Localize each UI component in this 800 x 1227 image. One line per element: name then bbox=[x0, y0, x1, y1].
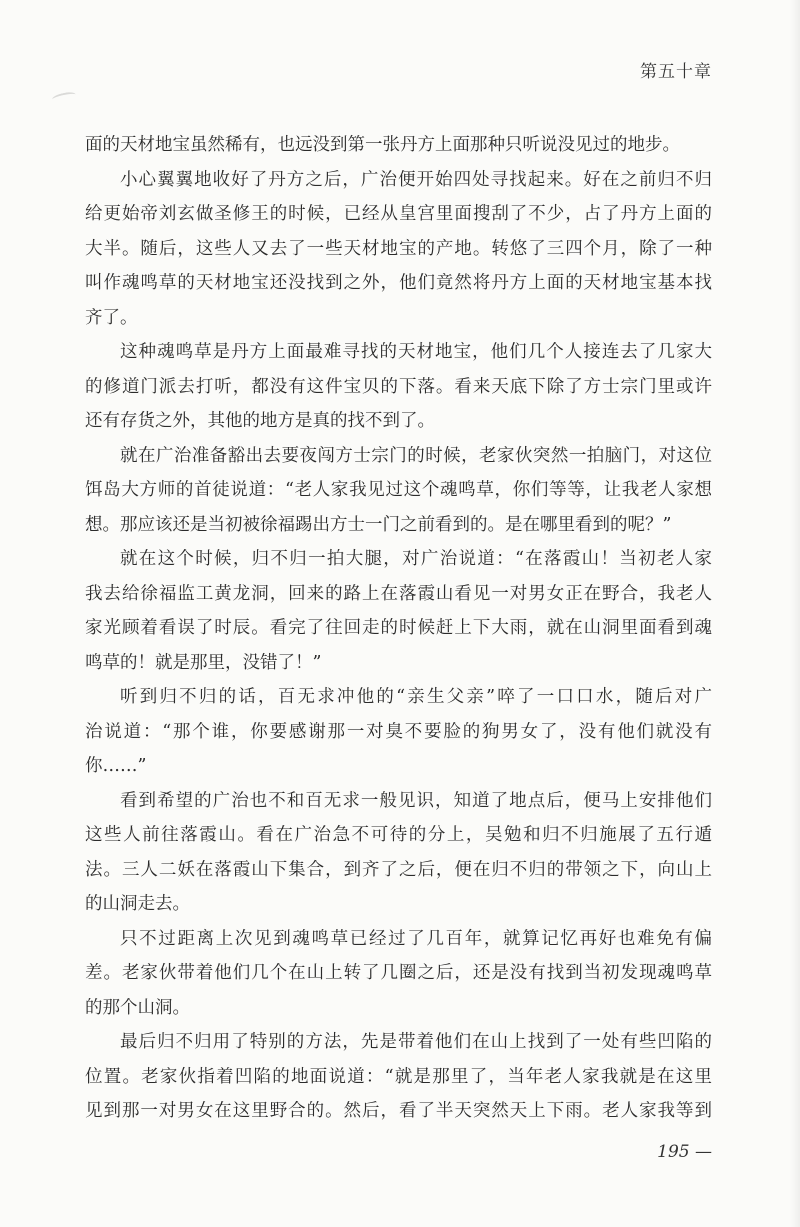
text-line: 这种魂鸣草是丹方上面最难寻找的天材地宝，他们几个人接连去了几家大 bbox=[120, 342, 712, 362]
body-text bbox=[85, 128, 712, 1129]
text-line: 的山洞走去。 bbox=[85, 894, 190, 914]
text-line: 这些人前往落霞山。看在广治急不可待的分上，吴勉和归不归施展了五行遁 bbox=[85, 825, 712, 845]
text-line: 看到希望的广治也不和百无求一般见识，知道了地点后，便马上安排他们 bbox=[120, 790, 712, 811]
text-line: 位置。老家伙指着凹陷的地面说道：“就是那里了，当年老人家我就是在这里 bbox=[85, 1066, 712, 1087]
paragraph bbox=[85, 439, 712, 543]
text-line: 治说道：“那个谁，你要感谢那一对臭不要脸的狗男女了，没有他们就没有 bbox=[85, 721, 712, 742]
text-line: 想。那应该还是当初被徐福踢出方士一门之前看到的。是在哪里看到的呢？” bbox=[85, 514, 672, 535]
paragraph bbox=[85, 1025, 712, 1129]
text-line: 鸣草的！就是那里，没错了！” bbox=[85, 652, 322, 673]
text-line: 齐了。 bbox=[85, 307, 138, 328]
text-line: 只不过距离上次见到魂鸣草已经过了几百年，就算记忆再好也难免有偏 bbox=[120, 928, 712, 949]
text-line: 还有存货之外，其他的地方是真的找不到了。 bbox=[85, 411, 435, 431]
chapter-header: 第五十章 bbox=[640, 62, 712, 82]
text-line: 差。老家伙带着他们几个在山上转了几圈之后，还是没有找到当初发现魂鸣草 bbox=[85, 963, 712, 983]
text-line: 你……” bbox=[85, 756, 147, 776]
paragraph bbox=[85, 128, 712, 163]
page-number: 195 — bbox=[657, 1142, 712, 1162]
text-line: 大半。随后，这些人又去了一些天材地宝的产地。转悠了三四个月，除了一种 bbox=[85, 238, 712, 259]
text-line: 的那个山洞。 bbox=[85, 997, 190, 1018]
paragraph bbox=[85, 922, 712, 1026]
text-line: 面的天材地宝虽然稀有，也远没到第一张丹方上面那种只听说没见过的地步。 bbox=[85, 135, 680, 155]
paragraph bbox=[85, 784, 712, 922]
paragraph bbox=[85, 163, 712, 336]
text-line: 我去给徐福监工黄龙洞，回来的路上在落霞山看见一对男女正在野合，我老人 bbox=[85, 583, 712, 604]
text-line: 法。三人二妖在落霞山下集合，到齐了之后，便在归不归的带领之下，向山上 bbox=[85, 859, 712, 880]
text-line: 听到归不归的话，百无求冲他的“亲生父亲”啐了一口口水，随后对广 bbox=[120, 687, 712, 707]
text-line: 给更始帝刘玄做圣修王的时候，已经从皇宫里面搜刮了不少，占了丹方上面的 bbox=[85, 204, 712, 224]
paragraph bbox=[85, 680, 712, 784]
paragraph bbox=[85, 335, 712, 439]
text-line: 见到那一对男女在这里野合的。然后，看了半天突然天上下雨。老人家我等到 bbox=[85, 1101, 712, 1121]
text-line: 就在广治准备豁出去要夜闯方士宗门的时候，老家伙突然一拍脑门，对这位 bbox=[120, 445, 712, 466]
text-line: 小心翼翼地收好了丹方之后，广治便开始四处寻找起来。好在之前归不归 bbox=[120, 169, 712, 190]
scan-smudge bbox=[51, 91, 76, 104]
page-edge-shadow bbox=[790, 0, 800, 1227]
text-line: 的修道门派去打听，都没有这件宝贝的下落。看来天底下除了方士宗门里或许 bbox=[85, 376, 712, 397]
text-line: 家光顾着看误了时辰。看完了往回走的时候赶上下大雨，就在山洞里面看到魂 bbox=[85, 618, 712, 638]
text-line: 叫作魂鸣草的天材地宝还没找到之外，他们竟然将丹方上面的天材地宝基本找 bbox=[85, 273, 712, 293]
paragraph bbox=[85, 542, 712, 680]
text-line: 饵岛大方师的首徒说道：“老人家我见过这个魂鸣草，你们等等，让我老人家想 bbox=[85, 480, 712, 500]
text-line: 最后归不归用了特别的方法，先是带着他们在山上找到了一处有些凹陷的 bbox=[120, 1032, 712, 1052]
text-line: 就在这个时候，归不归一拍大腿，对广治说道：“在落霞山！当初老人家 bbox=[120, 549, 712, 569]
